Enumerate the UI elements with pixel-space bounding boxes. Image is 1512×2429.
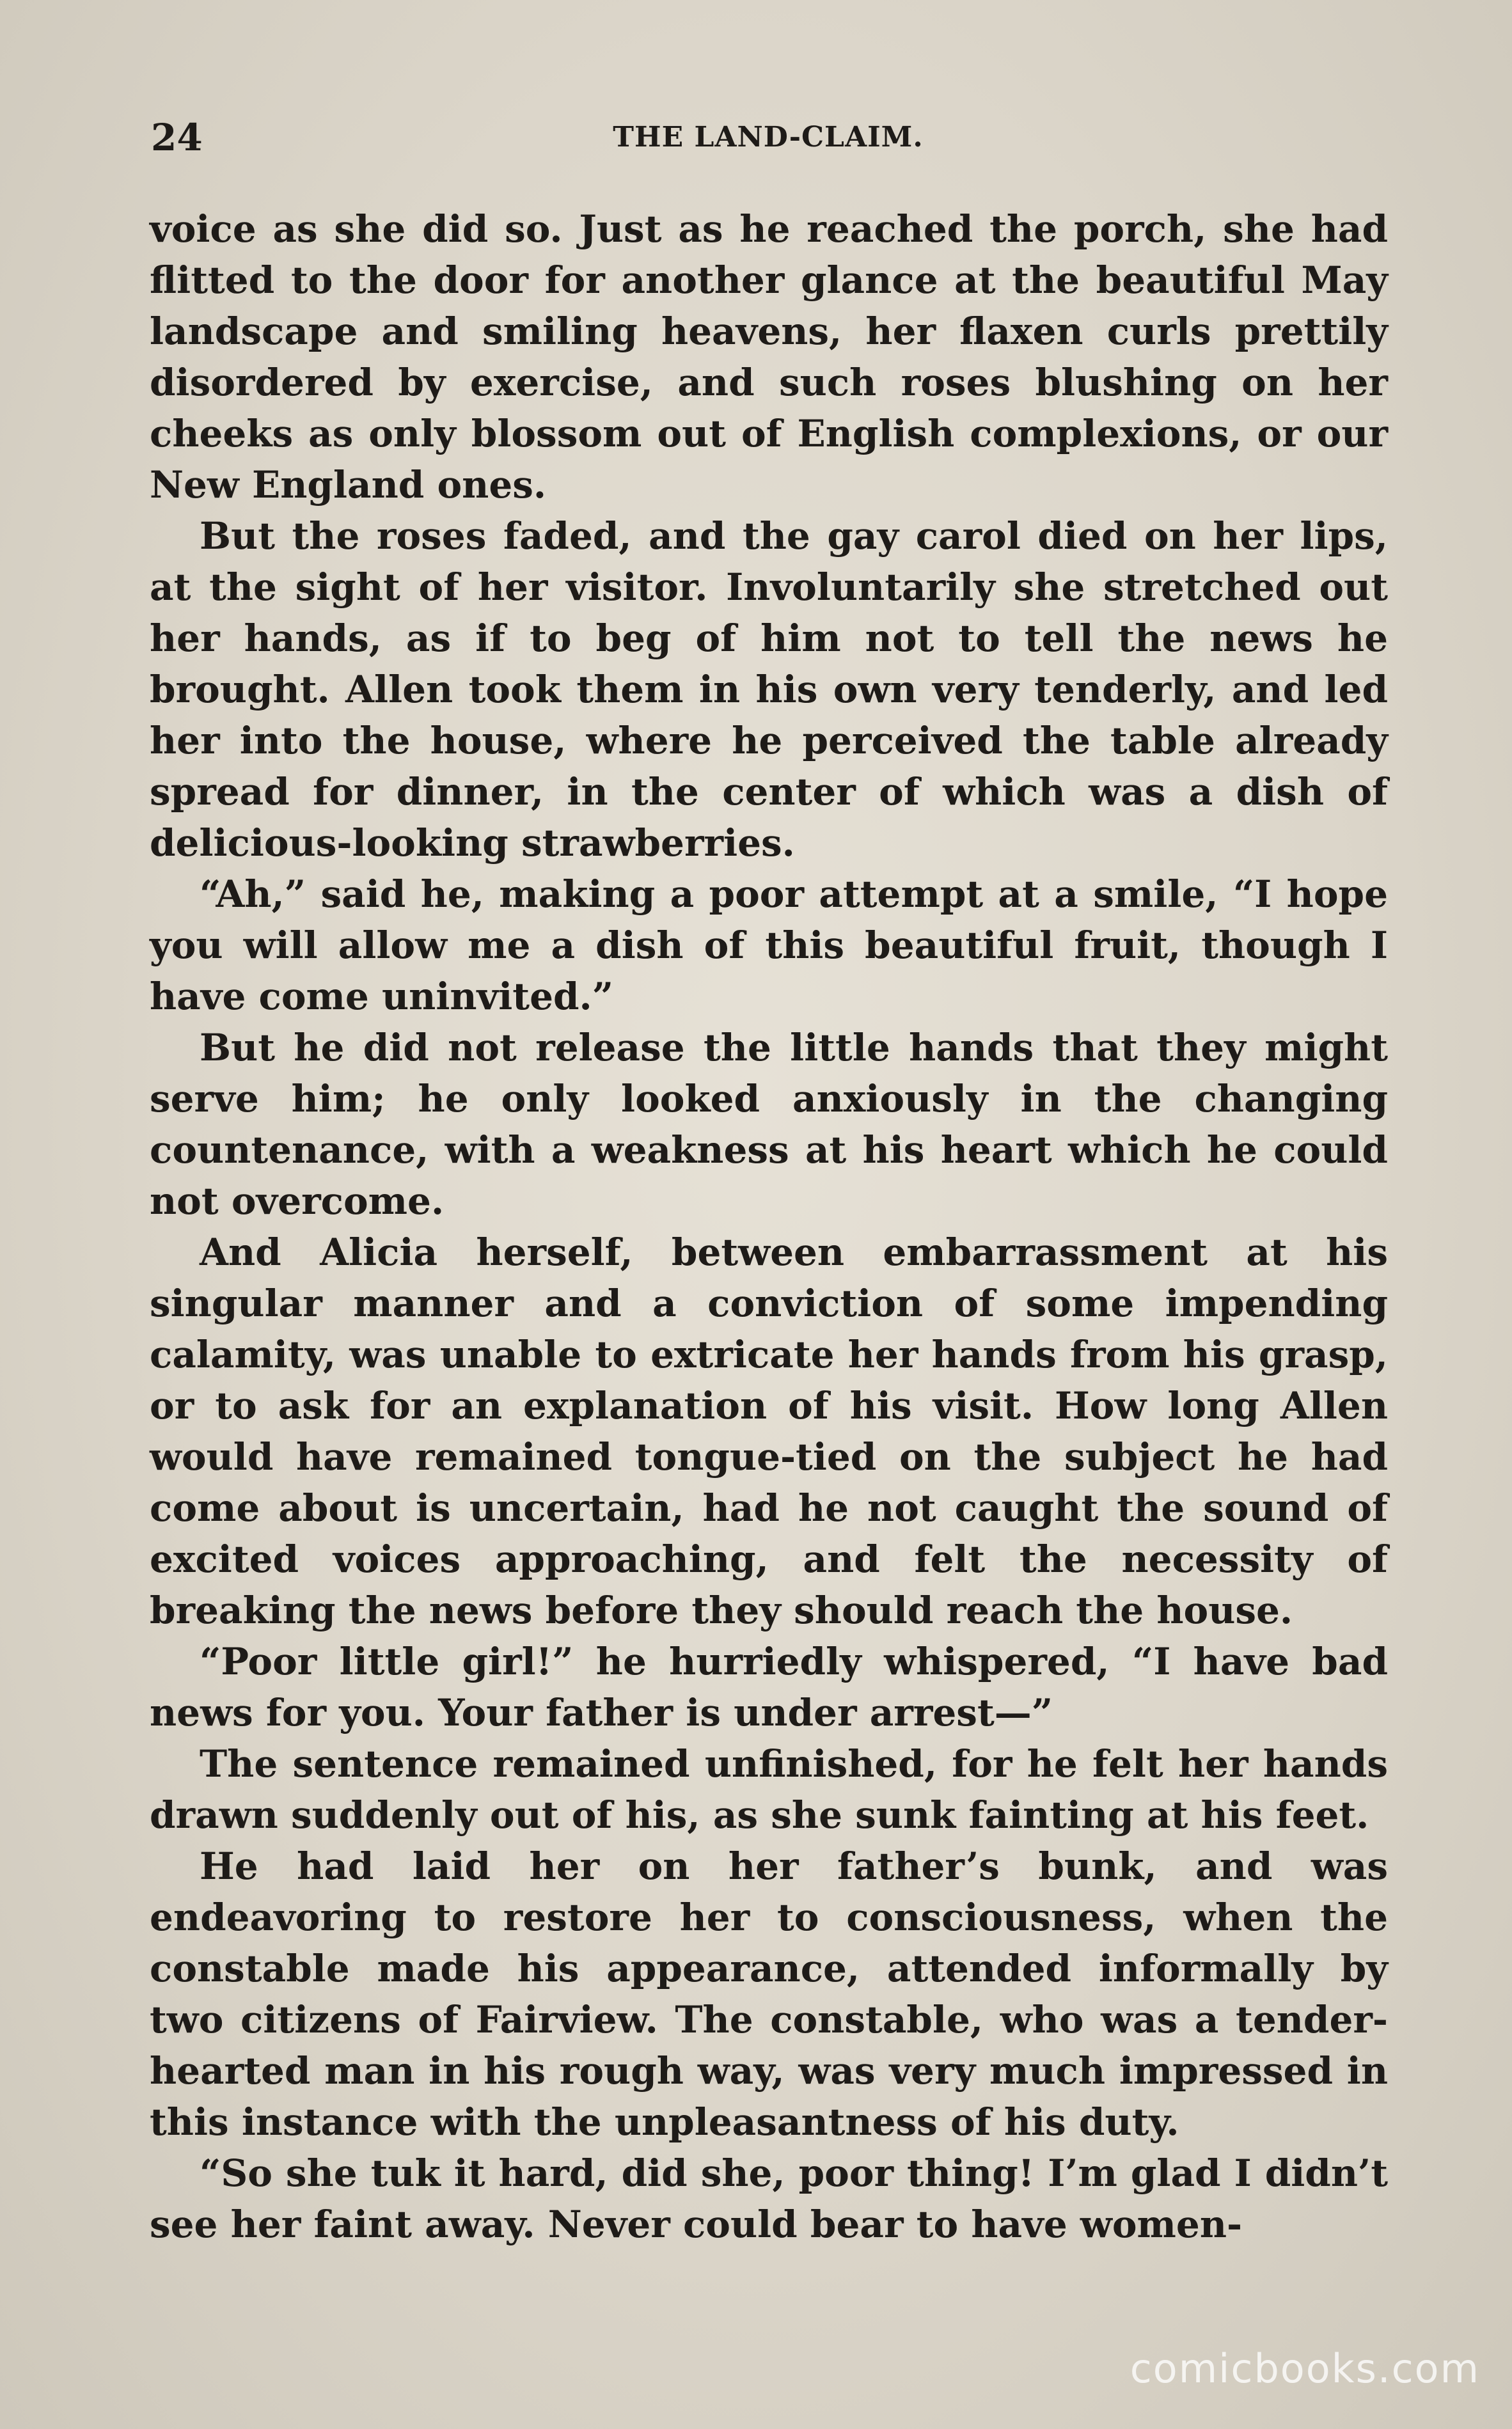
body-text	[150, 203, 1388, 2250]
paragraph-6: “Poor little girl!” he hurriedly whispered, “I have bad news for you. Your father is under arrest—”	[150, 1640, 1388, 1734]
paragraph-4: But he did not release the little hands that they might serve him; he only looked anxiously in the changing countenance, with a weakness at his heart which he could not overcome.	[150, 1026, 1388, 1223]
page-number: 24	[151, 116, 203, 159]
running-head: THE LAND-CLAIM.	[613, 121, 924, 153]
paragraph-9: “So she tuk it hard, did she, poor thing! I’m glad I didn’t see her faint away. Never could bear to have women-	[150, 2151, 1388, 2246]
paragraph-8: He had laid her on her father’s bunk, and was endeavoring to restore her to consciousness, when the constable made his appearance, attended informally by two citizens of Fairview. The constable, who was a tender-hearted man in his rough way, was very much impressed in this instance with the unpleasantness of his duty.	[150, 1844, 1388, 2144]
paragraph-5: And Alicia herself, between embarrassment at his singular manner and a conviction of some impending calamity, was unable to extricate her hands from his grasp, or to ask for an explanation of his visit. How long Allen would have remained tongue-tied on the subject he had come about is uncertain, had he not caught the sound of excited voices approaching, and felt the necessity of breaking the news before they should reach the house.	[150, 1230, 1388, 1632]
paragraph-3: “Ah,” said he, making a poor attempt at a smile, “I hope you will allow me a dish of this beautiful fruit, though I have come uninvited.”	[150, 872, 1388, 1018]
site-watermark: comicbooks.com	[1130, 2345, 1480, 2392]
page-header	[151, 112, 1385, 163]
paragraph-7: The sentence remained unfinished, for he felt her hands drawn suddenly out of his, as she sunk fainting at his feet.	[150, 1742, 1388, 1837]
paragraph-2: But the roses faded, and the gay carol died on her lips, at the sight of her visitor. Involuntarily she stretched out her hands, as if to beg of him not to tell the news he brought. Allen took them in his own very tenderly, and led her into the house, where he perceived the table already spread for dinner, in the center of which was a dish of delicious-looking strawberries.	[150, 514, 1388, 865]
paragraph-1: voice as she did so. Just as he reached the porch, she had flitted to the door for another glance at the beautiful May landscape and smiling heavens, her flaxen curls prettily disordered by exercise, and such roses blushing on her cheeks as only blossom out of English complexions, or our New England ones.	[150, 207, 1388, 507]
